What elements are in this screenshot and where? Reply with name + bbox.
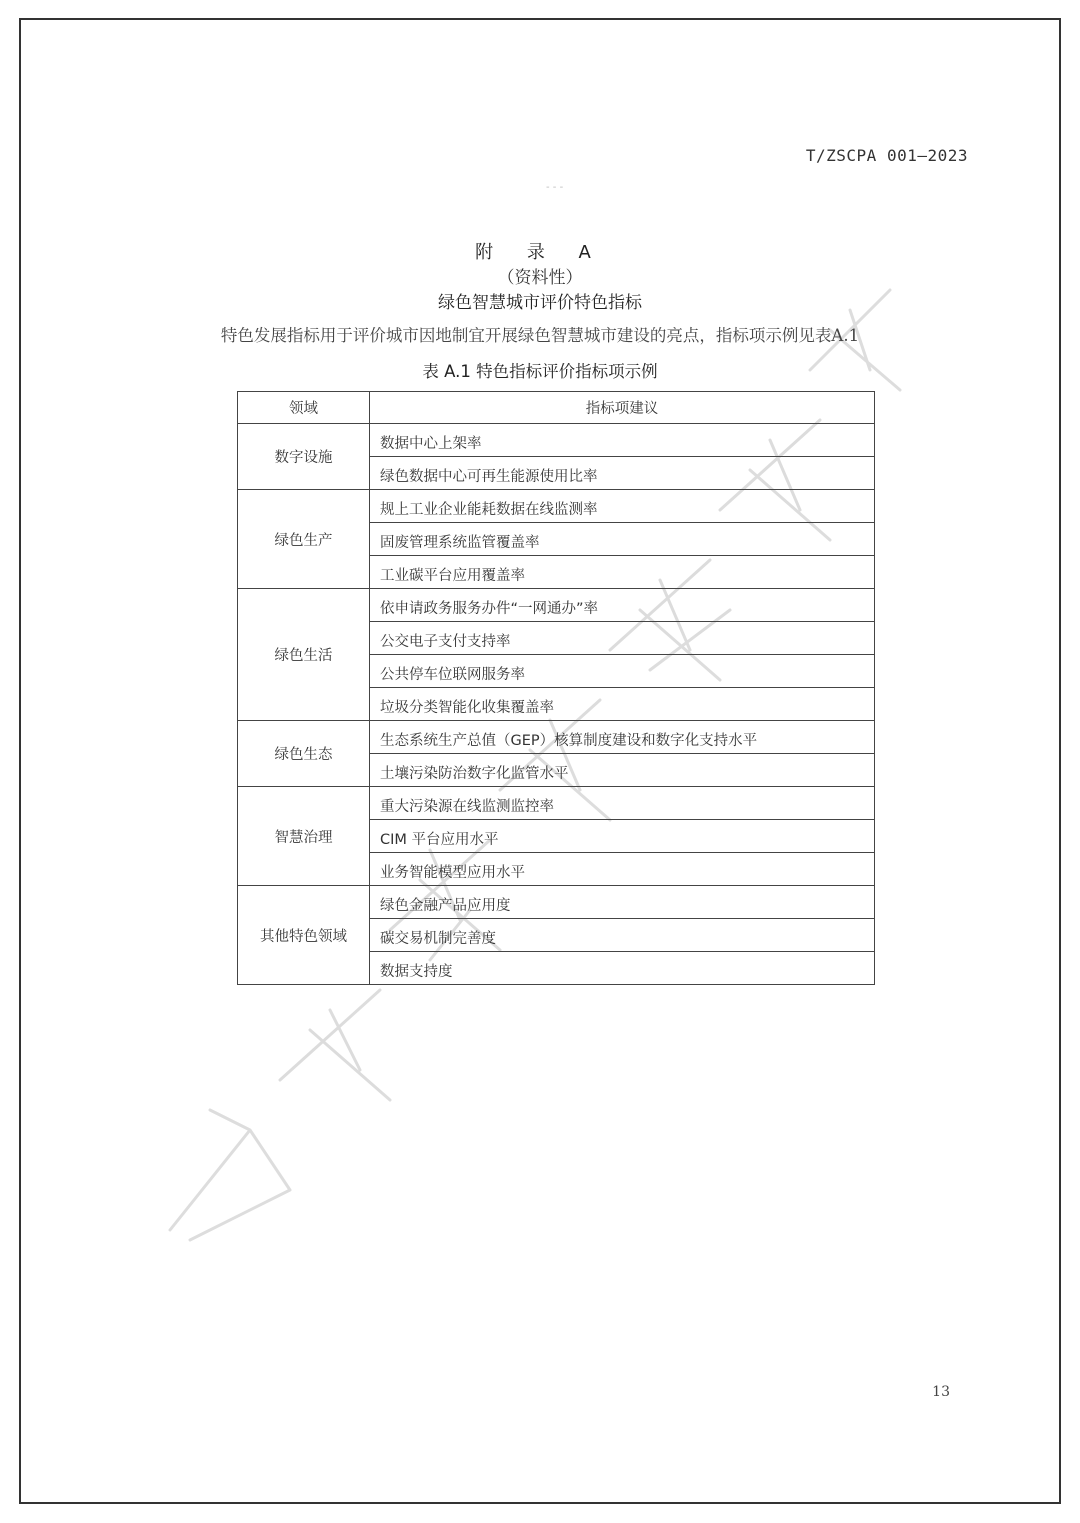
appendix-type: （资料性） [497,268,583,288]
item-cell: 依申请政务服务办件“一网通办”率 [370,589,875,622]
table-header-row [238,392,875,424]
header-domain: 领域 [238,392,370,424]
item-cell: 垃圾分类智能化收集覆盖率 [370,688,875,721]
item-cell: 碳交易机制完善度 [370,919,875,952]
item-cell: 数据中心上架率 [370,424,875,457]
table-row [238,787,875,820]
domain-cell: 绿色生活 [238,589,370,721]
appendix-heading: 绿色智慧城市评价特色指标 [438,293,642,313]
table-row [238,886,875,919]
item-cell: 数据支持度 [370,952,875,985]
item-cell: 公共停车位联网服务率 [370,655,875,688]
item-cell: 绿色金融产品应用度 [370,886,875,919]
item-cell: 重大污染源在线监测监控率 [370,787,875,820]
document-code: T/ZSCPA 001—2023 [805,146,968,165]
indicator-table [237,391,875,985]
domain-cell: 数字设施 [238,424,370,490]
domain-cell: 智慧治理 [238,787,370,886]
appendix-title-block [0,240,1080,316]
domain-cell: 绿色生态 [238,721,370,787]
domain-cell: 绿色生产 [238,490,370,589]
intro-paragraph: 特色发展指标用于评价城市因地制宜开展绿色智慧城市建设的亮点，指标项示例见表A.1 [220,326,860,345]
table-row [238,589,875,622]
table-caption: 表 A.1 特色指标评价指标项示例 [422,362,658,381]
item-cell: 绿色数据中心可再生能源使用比率 [370,457,875,490]
item-cell: 土壤污染防治数字化监管水平 [370,754,875,787]
item-cell: 业务智能模型应用水平 [370,853,875,886]
table-row [238,490,875,523]
item-cell: 固废管理系统监管覆盖率 [370,523,875,556]
appendix-title: 附 录 A [475,242,605,263]
page-number: 13 [932,1384,950,1400]
table-row [238,721,875,754]
item-cell: 生态系统生产总值（GEP）核算制度建设和数字化支持水平 [370,721,875,754]
header-items: 指标项建议 [370,392,875,424]
faint-mark: - - - [546,182,564,193]
item-cell: CIM 平台应用水平 [370,820,875,853]
item-cell: 工业碳平台应用覆盖率 [370,556,875,589]
item-cell: 公交电子支付支持率 [370,622,875,655]
item-cell: 规上工业企业能耗数据在线监测率 [370,490,875,523]
domain-cell: 其他特色领域 [238,886,370,985]
table-row [238,424,875,457]
